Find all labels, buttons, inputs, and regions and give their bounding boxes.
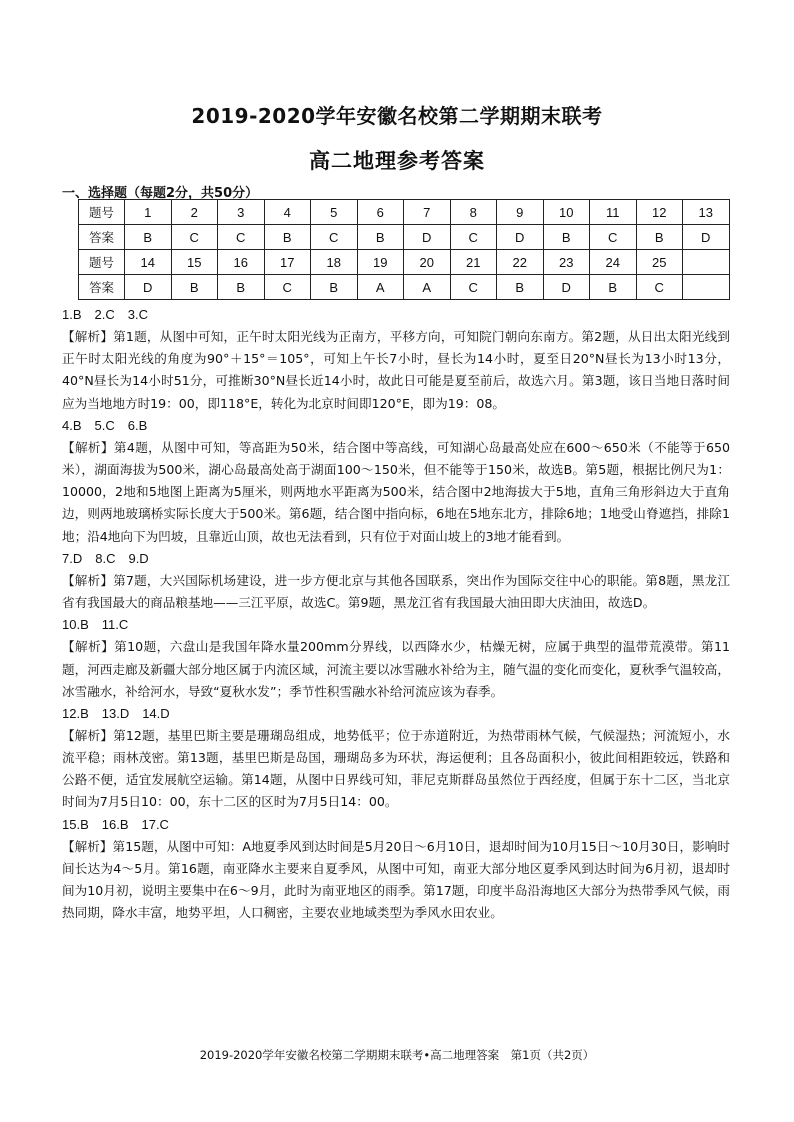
row-header: 题号	[79, 250, 125, 275]
table-cell: B	[543, 225, 590, 250]
table-cell: C	[590, 225, 637, 250]
row-header: 答案	[79, 225, 125, 250]
table-cell: 25	[636, 250, 683, 275]
table-cell: 2	[171, 200, 218, 225]
table-row	[79, 200, 730, 225]
analysis-paragraph: 【解析】第10题，六盘山是我国年降水量200mm分界线，以西降水少，枯燥无树，应属于典型的温带荒漠带。第11题，河西走廊及新疆大部分地区属于内流区域，河流主要以冰雪融水补给为主，随气温的变化而变化，夏秋季气温较高，冰雪融水，补给河水，导致“夏秋水发”；季节性积雪融水补给河流应该为春季。	[62, 639, 730, 699]
table-cell: D	[125, 275, 172, 300]
page-title: 2019-2020学年安徽名校第二学期期末联考	[191, 104, 603, 128]
table-cell: C	[450, 225, 497, 250]
answer-line: 10.B 11.C	[62, 617, 129, 633]
table-cell: 1	[125, 200, 172, 225]
answer-line: 4.B 5.C 6.B	[62, 417, 148, 433]
table-cell: C	[264, 275, 311, 300]
table-cell: 6	[357, 200, 404, 225]
table-cell: 23	[543, 250, 590, 275]
table-cell: C	[311, 225, 358, 250]
table-cell: 5	[311, 200, 358, 225]
table-cell: 17	[264, 250, 311, 275]
table-cell: D	[497, 225, 544, 250]
table-cell: C	[171, 225, 218, 250]
table-cell: 21	[450, 250, 497, 275]
analysis-paragraph: 【解析】第1题，从图中可知，正午时太阳光线为正南方，平移方向，可知院门朝向东南方。第2题，从日出太阳光线到正午时太阳光线的角度为90°＋15°＝105°，可知上午长7小时，昼长为14小时，夏至日20°N昼长为13小时13分，40°N昼长为14小时51分，可推断30°N昼长近14小时，故此日可能是夏至前后，故选六月。第3题，该日当地日落时间应为当地地方时19：00，即118°E，转化为北京时间即120°E，即为19：08。	[62, 329, 730, 411]
table-cell: 22	[497, 250, 544, 275]
answer-line: 15.B 16.B 17.C	[62, 816, 169, 832]
table-cell: B	[311, 275, 358, 300]
table-cell: 14	[125, 250, 172, 275]
table-cell: 15	[171, 250, 218, 275]
table-cell: B	[125, 225, 172, 250]
table-cell: 8	[450, 200, 497, 225]
analysis-paragraph: 【解析】第15题，从图中可知：A地夏季风到达时间是5月20日～6月10日，退却时间为10月15日～10月30日，影响时间长达为4～5月。第16题，南亚降水主要来自夏季风，从图中可知，南亚大部分地区夏季风到达时间为6月初，退却时间为10月初，说明主要集中在6～9月，此时为南亚地区的雨季。第17题，印度半岛沿海地区大部分为热带季风气候，雨热同期，降水丰富，地势平坦，人口稠密，主要农业地域类型为季风水田农业。	[62, 838, 730, 921]
row-header: 答案	[79, 275, 125, 300]
table-cell: C	[450, 275, 497, 300]
table-cell: 16	[218, 250, 265, 275]
table-cell: B	[357, 225, 404, 250]
table-cell: 13	[683, 200, 730, 225]
table-cell: 11	[590, 200, 637, 225]
page-footer: 2019-2020学年安徽名校第二学期期末联考•高二地理答案 第1页（共2页）	[199, 1048, 595, 1062]
answer-line: 1.B 2.C 3.C	[62, 307, 148, 322]
table-cell: C	[218, 225, 265, 250]
table-row	[79, 250, 730, 275]
section-heading: 一、选择题（每题2分，共50分）	[62, 186, 259, 201]
table-cell: 7	[404, 200, 451, 225]
table-cell	[683, 250, 730, 275]
table-cell: B	[636, 225, 683, 250]
table-cell: 18	[311, 250, 358, 275]
table-cell: B	[590, 275, 637, 300]
answer-line: 12.B 13.D 14.D	[62, 705, 170, 721]
table-cell: 3	[218, 200, 265, 225]
table-cell: 19	[357, 250, 404, 275]
table-cell: 20	[404, 250, 451, 275]
table-cell: 4	[264, 200, 311, 225]
table-cell: D	[543, 275, 590, 300]
table-cell: 12	[636, 200, 683, 225]
table-cell: C	[636, 275, 683, 300]
table-row	[79, 275, 730, 300]
table-cell: 9	[497, 200, 544, 225]
table-cell: B	[264, 225, 311, 250]
table-cell: B	[171, 275, 218, 300]
analysis-paragraph: 【解析】第7题，大兴国际机场建设，进一步方便北京与其他各国联系，突出作为国际交往中心的职能。第8题，黑龙江省有我国最大的商品粮基地——三江平原，故选C。第9题，黑龙江省有我国最大油田即大庆油田，故选D。	[62, 572, 730, 611]
answer-line: 7.D 8.C 9.D	[62, 550, 149, 566]
analysis-paragraph: 【解析】第4题，从图中可知，等高距为50米，结合图中等高线，可知湖心岛最高处应在600～650米（不能等于650米），湖面海拔为500米，湖心岛最高处高于湖面100～150米，但不能等于150米，故选B。第5题，根据比例尺为1：10000，2地和5地图上距离为5厘米，则两地水平距离为500米，结合图中2地海拔大于5地，直角三角形斜边大于直角边，则两地玻璃桥实际长度大于500米。第6题，结合图中指向标，6地在5地东北方，排除6地；1地受山脊遮挡，排除1地；沿4地向下为凹坡，且靠近山顶，故也无法看到，只有位于对面山坡上的3地才能看到。	[62, 439, 730, 544]
page-subtitle: 高二地理参考答案	[309, 149, 485, 173]
table-cell: D	[683, 225, 730, 250]
table-cell: B	[497, 275, 544, 300]
table-cell: D	[404, 225, 451, 250]
analysis-paragraph: 【解析】第12题，基里巴斯主要是珊瑚岛组成，地势低平；位于赤道附近，为热带雨林气候，气候湿热；河流短小，水流平稳；雨林茂密。第13题，基里巴斯是岛国，珊瑚岛多为环状，海运便利；且各岛面积小，彼此间相距较远，铁路和公路不便，适宜发展航空运输。第14题，从图中日界线可知，菲尼克斯群岛虽然位于西经度，但属于东十二区，当北京时间为7月5日10：00，东十二区的区时为7月5日14：00。	[62, 727, 730, 810]
table-cell: 10	[543, 200, 590, 225]
table-cell: A	[357, 275, 404, 300]
table-cell	[683, 275, 730, 300]
row-header: 题号	[79, 200, 125, 225]
answer-table	[78, 199, 730, 300]
analysis-body	[62, 304, 730, 924]
table-cell: 24	[590, 250, 637, 275]
table-cell: B	[218, 275, 265, 300]
table-row	[79, 225, 730, 250]
table-cell: A	[404, 275, 451, 300]
